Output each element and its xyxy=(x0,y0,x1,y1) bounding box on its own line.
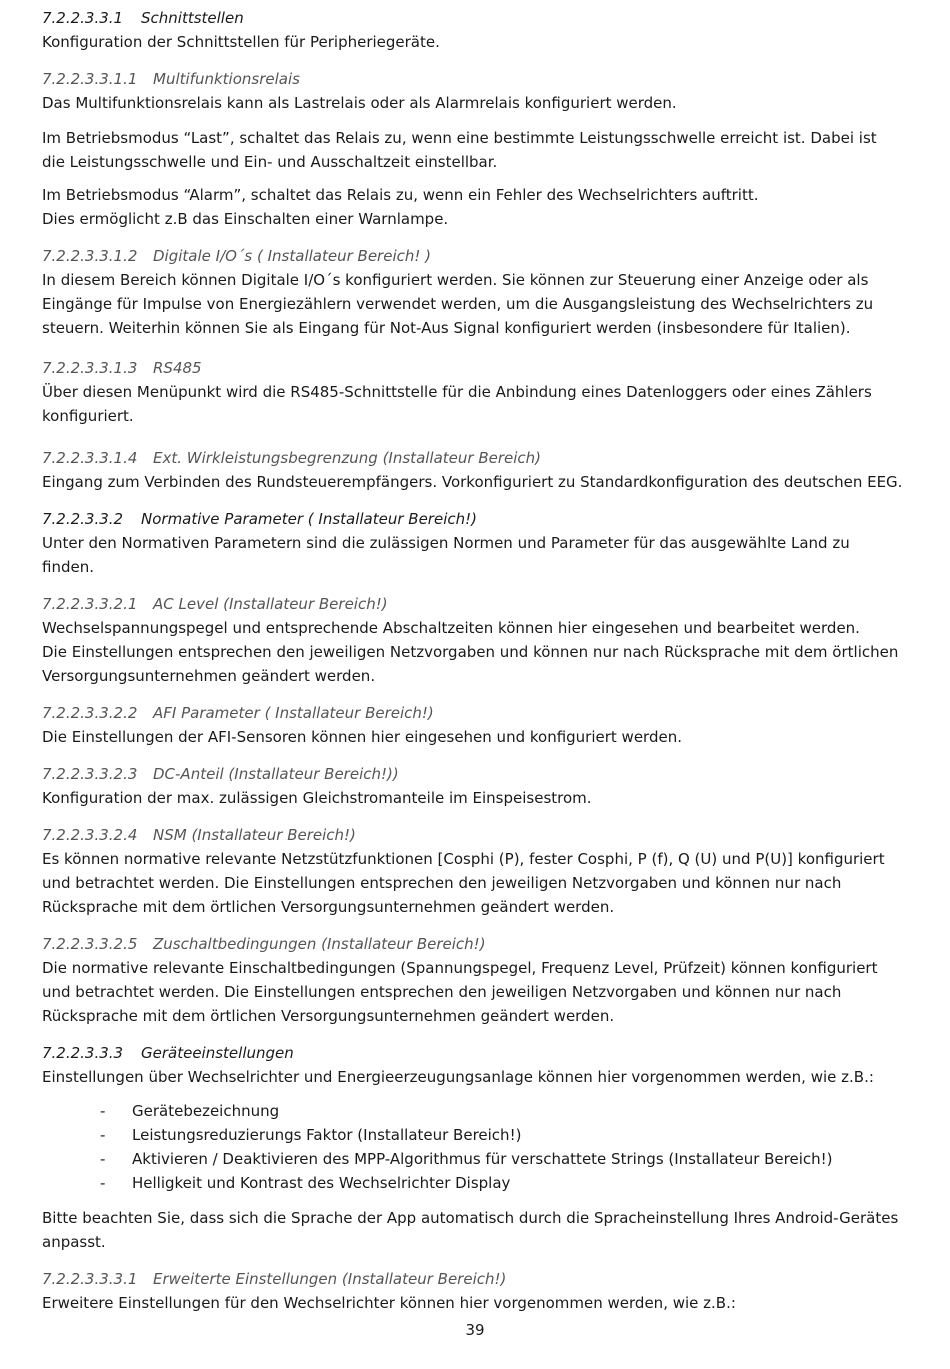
body-line: Erweitere Einstellungen für den Wechselrichter können hier vorgenommen werden, wie z.B.: xyxy=(42,1294,736,1312)
body-line: Unter den Normativen Parametern sind die zulässigen Normen und Parameter für das ausgewählte Land zu xyxy=(42,534,850,552)
section-schnittstellen xyxy=(42,6,912,54)
body-line: Im Betriebsmodus “Alarm”, schaltet das Relais zu, wenn ein Fehler des Wechselrichters auftritt. xyxy=(42,186,759,204)
body-line: konfiguriert. xyxy=(42,407,134,425)
list-item-text: Gerätebezeichnung xyxy=(132,1102,280,1120)
section-ac-level xyxy=(42,592,912,688)
body-line: Über diesen Menüpunkt wird die RS485-Schnittstelle für die Anbindung eines Datenloggers oder eines Zählers xyxy=(42,383,872,401)
section-title: AFI Parameter ( Installateur Bereich!) xyxy=(153,704,434,722)
section-heading xyxy=(42,67,912,91)
section-title: Zuschaltbedingungen (Installateur Bereich!) xyxy=(153,935,486,953)
section-title: NSM (Installateur Bereich!) xyxy=(153,826,356,844)
list-item-text: Leistungsreduzierungs Faktor (Installateur Bereich!) xyxy=(132,1126,522,1144)
section-afi-parameter xyxy=(42,701,912,749)
section-title: DC-Anteil (Installateur Bereich!)) xyxy=(153,765,399,783)
section-number: 7.2.2.3.3.3.1 xyxy=(42,1270,138,1288)
body-line: Die normative relevante Einschaltbedingungen (Spannungspegel, Frequenz Level, Prüfzeit) können konfiguriert xyxy=(42,959,878,977)
section-title: RS485 xyxy=(153,359,202,377)
section-heading xyxy=(42,592,912,616)
list-item xyxy=(100,1147,833,1171)
section-number: 7.2.2.3.3.2.2 xyxy=(42,704,138,722)
section-heading xyxy=(42,356,912,380)
section-number: 7.2.2.3.3.3 xyxy=(42,1044,124,1062)
section-number: 7.2.2.3.3.2.5 xyxy=(42,935,138,953)
bullet-dash: - xyxy=(100,1174,106,1192)
section-heading xyxy=(42,701,912,725)
section-title: Multifunktionsrelais xyxy=(153,70,300,88)
body-line: die Leistungsschwelle und Ein- und Ausschaltzeit einstellbar. xyxy=(42,153,498,171)
body-line: Wechselspannungspegel und entsprechende Abschaltzeiten können hier eingesehen und bearbeitet werden. xyxy=(42,619,860,637)
body-line: Es können normative relevante Netzstützfunktionen [Cosphi (P), fester Cosphi, P (f), Q (U) und P(U)] konfiguriert xyxy=(42,850,885,868)
section-title: Erweiterte Einstellungen (Installateur Bereich!) xyxy=(153,1270,507,1288)
body-line: Die Einstellungen entsprechen den jeweiligen Netzvorgaben und können nur nach Rücksprache mit dem örtlichen xyxy=(42,643,899,661)
paragraph-app-sprache xyxy=(42,1206,912,1254)
list-item xyxy=(100,1099,833,1123)
body-line: steuern. Weiterhin können Sie als Eingang für Not-Aus Signal konfiguriert werden (insbesondere für Italien). xyxy=(42,319,851,337)
section-erweiterte-einstellungen xyxy=(42,1267,912,1315)
section-title: Geräteeinstellungen xyxy=(141,1044,294,1062)
list-item xyxy=(100,1123,833,1147)
section-heading xyxy=(42,6,912,30)
section-number: 7.2.2.3.3.2 xyxy=(42,510,124,528)
section-normative-parameter xyxy=(42,507,912,579)
body-line: anpasst. xyxy=(42,1233,106,1251)
section-heading xyxy=(42,446,912,470)
section-number: 7.2.2.3.3.2.1 xyxy=(42,595,138,613)
section-number: 7.2.2.3.3.2.3 xyxy=(42,765,138,783)
section-ext-wirkleistungsbegrenzung xyxy=(42,446,912,494)
settings-bullet-list xyxy=(100,1099,833,1195)
body-line: Eingang zum Verbinden des Rundsteuerempfängers. Vorkonfiguriert zu Standardkonfiguration des deutschen EEG. xyxy=(42,473,903,491)
section-number: 7.2.2.3.3.1 xyxy=(42,9,124,27)
body-line: Eingänge für Impulse von Energiezählern verwendet werden, um die Ausgangsleistung des Wechselrichters zu xyxy=(42,295,874,313)
body-line: und betrachtet werden. Die Einstellungen entsprechen den jeweiligen Netzvorgaben und können nur nach xyxy=(42,874,842,892)
section-geraeteeinstellungen xyxy=(42,1041,912,1089)
body-line: Dies ermöglicht z.B das Einschalten einer Warnlampe. xyxy=(42,210,449,228)
body-line: und betrachtet werden. Die Einstellungen entsprechen den jeweiligen Netzvorgaben und können nur nach xyxy=(42,983,842,1001)
section-title: Normative Parameter ( Installateur Bereich!) xyxy=(141,510,477,528)
list-item-text: Aktivieren / Deaktivieren des MPP-Algorithmus für verschattete Strings (Installateur Bereich!) xyxy=(132,1150,833,1168)
section-heading xyxy=(42,932,912,956)
section-rs485 xyxy=(42,356,912,428)
body-line: Rücksprache mit dem örtlichen Versorgungsunternehmen geändert werden. xyxy=(42,898,615,916)
body-line: finden. xyxy=(42,558,94,576)
list-item-text: Helligkeit und Kontrast des Wechselrichter Display xyxy=(132,1174,511,1192)
body-line: Einstellungen über Wechselrichter und Energieerzeugungsanlage können hier vorgenommen werden, wie z.B.: xyxy=(42,1068,874,1086)
section-number: 7.2.2.3.3.2.4 xyxy=(42,826,138,844)
bullet-dash: - xyxy=(100,1126,106,1144)
section-nsm xyxy=(42,823,912,919)
paragraph-betriebsmodus-alarm xyxy=(42,183,912,231)
section-number: 7.2.2.3.3.1.3 xyxy=(42,359,138,377)
section-heading xyxy=(42,244,912,268)
section-title: Ext. Wirkleistungsbegrenzung (Installateur Bereich) xyxy=(153,449,542,467)
body-line: In diesem Bereich können Digitale I/O´s konfiguriert werden. Sie können zur Steuerung einer Anzeige oder als xyxy=(42,271,869,289)
paragraph-betriebsmodus-last xyxy=(42,126,912,174)
section-title: AC Level (Installateur Bereich!) xyxy=(153,595,388,613)
body-line: Das Multifunktionsrelais kann als Lastrelais oder als Alarmrelais konfiguriert werden. xyxy=(42,94,677,112)
section-heading xyxy=(42,762,912,786)
section-number: 7.2.2.3.3.1.1 xyxy=(42,70,138,88)
section-number: 7.2.2.3.3.1.2 xyxy=(42,247,138,265)
body-line: Konfiguration der max. zulässigen Gleichstromanteile im Einspeisestrom. xyxy=(42,789,592,807)
bullet-dash: - xyxy=(100,1150,106,1168)
section-zuschaltbedingungen xyxy=(42,932,912,1028)
section-heading xyxy=(42,823,912,847)
section-multifunktionsrelais xyxy=(42,67,912,115)
section-heading xyxy=(42,1041,912,1065)
section-heading xyxy=(42,507,912,531)
section-title: Schnittstellen xyxy=(141,9,244,27)
body-line: Im Betriebsmodus “Last”, schaltet das Relais zu, wenn eine bestimmte Leistungsschwelle erreicht ist. Dabei ist xyxy=(42,129,877,147)
list-item xyxy=(100,1171,833,1195)
body-line: Die Einstellungen der AFI-Sensoren können hier eingesehen und konfiguriert werden. xyxy=(42,728,682,746)
section-heading xyxy=(42,1267,912,1291)
section-dc-anteil xyxy=(42,762,912,810)
body-line: Versorgungsunternehmen geändert werden. xyxy=(42,667,376,685)
body-line: Konfiguration der Schnittstellen für Peripheriegeräte. xyxy=(42,33,440,51)
section-number: 7.2.2.3.3.1.4 xyxy=(42,449,138,467)
page-number: 39 xyxy=(465,1321,485,1339)
body-line: Bitte beachten Sie, dass sich die Sprache der App automatisch durch die Spracheinstellung Ihres Android-Gerätes xyxy=(42,1209,899,1227)
section-title: Digitale I/O´s ( Installateur Bereich! ) xyxy=(153,247,431,265)
section-digitale-io xyxy=(42,244,912,340)
body-line: Rücksprache mit dem örtlichen Versorgungsunternehmen geändert werden. xyxy=(42,1007,615,1025)
bullet-dash: - xyxy=(100,1102,106,1120)
